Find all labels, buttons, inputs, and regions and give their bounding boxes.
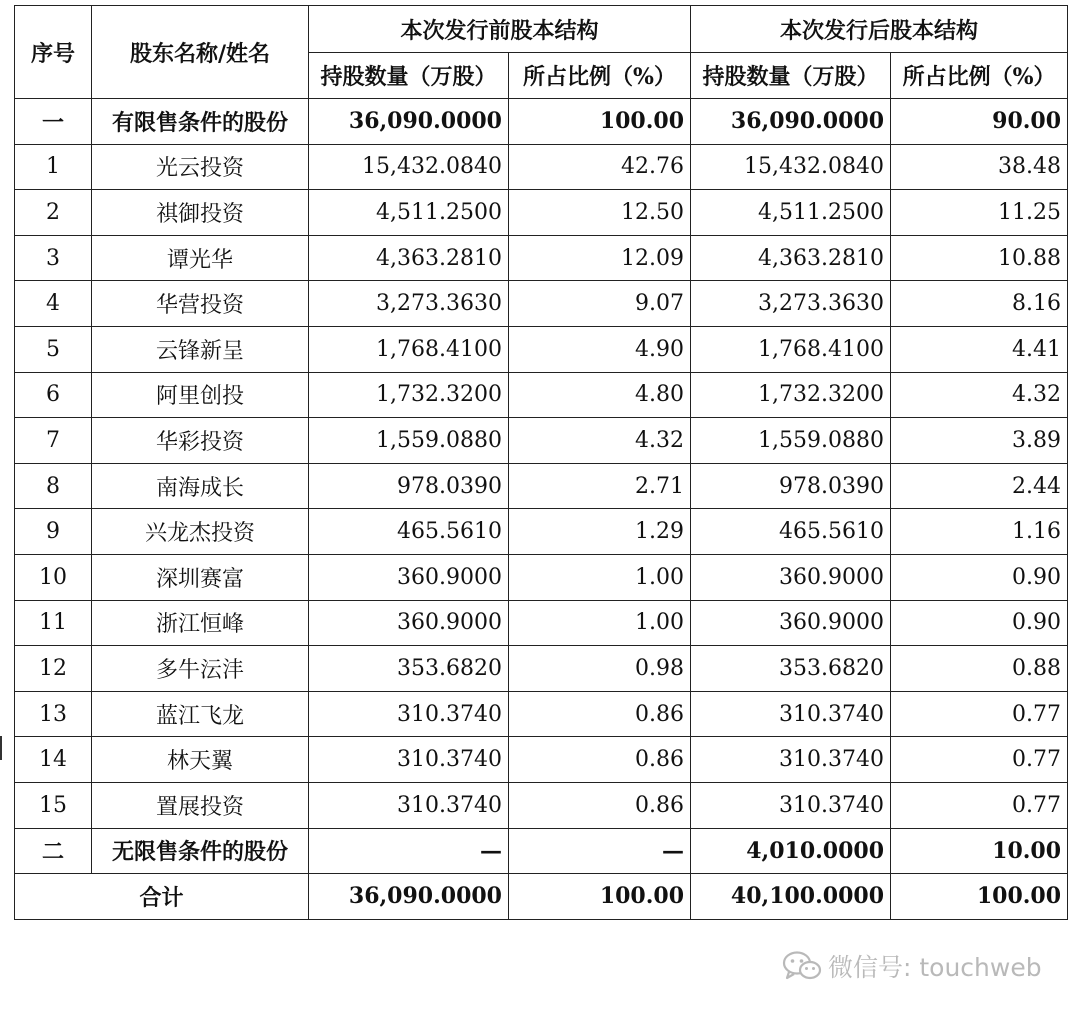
shareholding-table <box>14 5 1068 920</box>
before-pct: 0.86 <box>509 782 691 828</box>
shareholder-seq: 3 <box>15 235 92 281</box>
after-pct: 0.77 <box>891 691 1068 737</box>
restricted-after-shares: 36,090.0000 <box>691 99 891 145</box>
after-shares: 3,273.3630 <box>691 281 891 327</box>
restricted-after-pct: 90.00 <box>891 99 1068 145</box>
unrestricted-after-shares: 4,010.0000 <box>691 828 891 874</box>
table-row <box>15 554 1068 600</box>
after-pct: 4.32 <box>891 372 1068 418</box>
before-shares: 310.3740 <box>309 691 509 737</box>
before-pct: 0.86 <box>509 737 691 783</box>
total-after-pct: 100.00 <box>891 874 1068 920</box>
before-shares: 3,273.3630 <box>309 281 509 327</box>
after-pct: 0.77 <box>891 782 1068 828</box>
header-name: 股东名称/姓名 <box>92 6 309 99</box>
after-pct: 0.77 <box>891 737 1068 783</box>
shareholder-name: 蓝江飞龙 <box>92 691 309 737</box>
before-pct: 12.50 <box>509 190 691 236</box>
shareholder-seq: 15 <box>15 782 92 828</box>
before-shares: 1,768.4100 <box>309 326 509 372</box>
header-after-group: 本次发行后股本结构 <box>691 6 1068 53</box>
before-pct: 4.90 <box>509 326 691 372</box>
unrestricted-before-pct: — <box>509 828 691 874</box>
shareholder-name: 华营投资 <box>92 281 309 327</box>
shareholder-name: 阿里创投 <box>92 372 309 418</box>
unrestricted-row <box>15 828 1068 874</box>
restricted-seq: 一 <box>15 99 92 145</box>
shareholder-seq: 7 <box>15 418 92 464</box>
after-pct: 4.41 <box>891 326 1068 372</box>
after-pct: 10.88 <box>891 235 1068 281</box>
shareholder-name: 谭光华 <box>92 235 309 281</box>
after-pct: 0.90 <box>891 600 1068 646</box>
before-pct: 1.29 <box>509 509 691 555</box>
table-row <box>15 737 1068 783</box>
header-before-pct: 所占比例（%） <box>509 53 691 99</box>
table-row <box>15 463 1068 509</box>
after-pct: 3.89 <box>891 418 1068 464</box>
after-pct: 2.44 <box>891 463 1068 509</box>
before-shares: 4,511.2500 <box>309 190 509 236</box>
after-shares: 465.5610 <box>691 509 891 555</box>
after-pct: 8.16 <box>891 281 1068 327</box>
shareholder-seq: 2 <box>15 190 92 236</box>
table-row <box>15 418 1068 464</box>
shareholder-seq: 10 <box>15 554 92 600</box>
wechat-icon <box>782 950 822 982</box>
watermark <box>782 948 1042 984</box>
after-shares: 360.9000 <box>691 600 891 646</box>
unrestricted-before-shares: — <box>309 828 509 874</box>
before-shares: 310.3740 <box>309 737 509 783</box>
shareholder-seq: 1 <box>15 144 92 190</box>
total-label: 合计 <box>15 874 309 920</box>
table-row <box>15 372 1068 418</box>
table-row <box>15 144 1068 190</box>
before-shares: 4,363.2810 <box>309 235 509 281</box>
before-shares: 978.0390 <box>309 463 509 509</box>
shareholder-name: 祺御投资 <box>92 190 309 236</box>
total-before-shares: 36,090.0000 <box>309 874 509 920</box>
before-pct: 2.71 <box>509 463 691 509</box>
restricted-name: 有限售条件的股份 <box>92 99 309 145</box>
header-after-pct: 所占比例（%） <box>891 53 1068 99</box>
before-shares: 1,559.0880 <box>309 418 509 464</box>
table-row <box>15 691 1068 737</box>
table-row <box>15 646 1068 692</box>
total-before-pct: 100.00 <box>509 874 691 920</box>
table-row <box>15 782 1068 828</box>
header-row-1 <box>15 6 1068 53</box>
header-seq: 序号 <box>15 6 92 99</box>
shareholder-seq: 8 <box>15 463 92 509</box>
shareholder-seq: 6 <box>15 372 92 418</box>
before-pct: 4.32 <box>509 418 691 464</box>
shareholder-seq: 9 <box>15 509 92 555</box>
restricted-before-pct: 100.00 <box>509 99 691 145</box>
table-row <box>15 235 1068 281</box>
after-shares: 310.3740 <box>691 737 891 783</box>
after-shares: 4,363.2810 <box>691 235 891 281</box>
after-shares: 1,559.0880 <box>691 418 891 464</box>
after-shares: 15,432.0840 <box>691 144 891 190</box>
shareholder-name: 华彩投资 <box>92 418 309 464</box>
shareholder-seq: 13 <box>15 691 92 737</box>
unrestricted-name: 无限售条件的股份 <box>92 828 309 874</box>
after-pct: 0.88 <box>891 646 1068 692</box>
total-after-shares: 40,100.0000 <box>691 874 891 920</box>
table-row <box>15 281 1068 327</box>
header-before-shares: 持股数量（万股） <box>309 53 509 99</box>
before-shares: 360.9000 <box>309 554 509 600</box>
after-shares: 360.9000 <box>691 554 891 600</box>
header-after-shares: 持股数量（万股） <box>691 53 891 99</box>
shareholder-name: 林天翼 <box>92 737 309 783</box>
margin-mark <box>0 736 2 760</box>
shareholder-seq: 12 <box>15 646 92 692</box>
shareholder-name: 南海成长 <box>92 463 309 509</box>
table-row <box>15 600 1068 646</box>
after-shares: 353.6820 <box>691 646 891 692</box>
shareholder-seq: 4 <box>15 281 92 327</box>
before-pct: 4.80 <box>509 372 691 418</box>
shareholder-seq: 5 <box>15 326 92 372</box>
shareholder-name: 兴龙杰投资 <box>92 509 309 555</box>
before-shares: 1,732.3200 <box>309 372 509 418</box>
before-shares: 465.5610 <box>309 509 509 555</box>
watermark-text: 微信号: touchweb <box>828 953 1042 982</box>
shareholder-name: 光云投资 <box>92 144 309 190</box>
shareholder-name: 浙江恒峰 <box>92 600 309 646</box>
after-pct: 0.90 <box>891 554 1068 600</box>
after-shares: 4,511.2500 <box>691 190 891 236</box>
after-shares: 978.0390 <box>691 463 891 509</box>
before-pct: 9.07 <box>509 281 691 327</box>
after-shares: 1,768.4100 <box>691 326 891 372</box>
before-pct: 1.00 <box>509 554 691 600</box>
unrestricted-seq: 二 <box>15 828 92 874</box>
restricted-before-shares: 36,090.0000 <box>309 99 509 145</box>
after-shares: 310.3740 <box>691 782 891 828</box>
after-pct: 38.48 <box>891 144 1068 190</box>
header-before-group: 本次发行前股本结构 <box>309 6 691 53</box>
shareholder-name: 多牛沄沣 <box>92 646 309 692</box>
shareholder-seq: 14 <box>15 737 92 783</box>
after-shares: 310.3740 <box>691 691 891 737</box>
shareholder-name: 云锋新呈 <box>92 326 309 372</box>
before-pct: 12.09 <box>509 235 691 281</box>
before-shares: 15,432.0840 <box>309 144 509 190</box>
total-row <box>15 874 1068 920</box>
table-row <box>15 190 1068 236</box>
table-row <box>15 509 1068 555</box>
before-pct: 1.00 <box>509 600 691 646</box>
before-pct: 0.98 <box>509 646 691 692</box>
shareholder-name: 置展投资 <box>92 782 309 828</box>
before-pct: 0.86 <box>509 691 691 737</box>
before-pct: 42.76 <box>509 144 691 190</box>
before-shares: 360.9000 <box>309 600 509 646</box>
table-row <box>15 326 1068 372</box>
shareholder-seq: 11 <box>15 600 92 646</box>
before-shares: 310.3740 <box>309 782 509 828</box>
after-pct: 11.25 <box>891 190 1068 236</box>
after-shares: 1,732.3200 <box>691 372 891 418</box>
restricted-row <box>15 99 1068 145</box>
before-shares: 353.6820 <box>309 646 509 692</box>
after-pct: 1.16 <box>891 509 1068 555</box>
shareholder-name: 深圳赛富 <box>92 554 309 600</box>
unrestricted-after-pct: 10.00 <box>891 828 1068 874</box>
